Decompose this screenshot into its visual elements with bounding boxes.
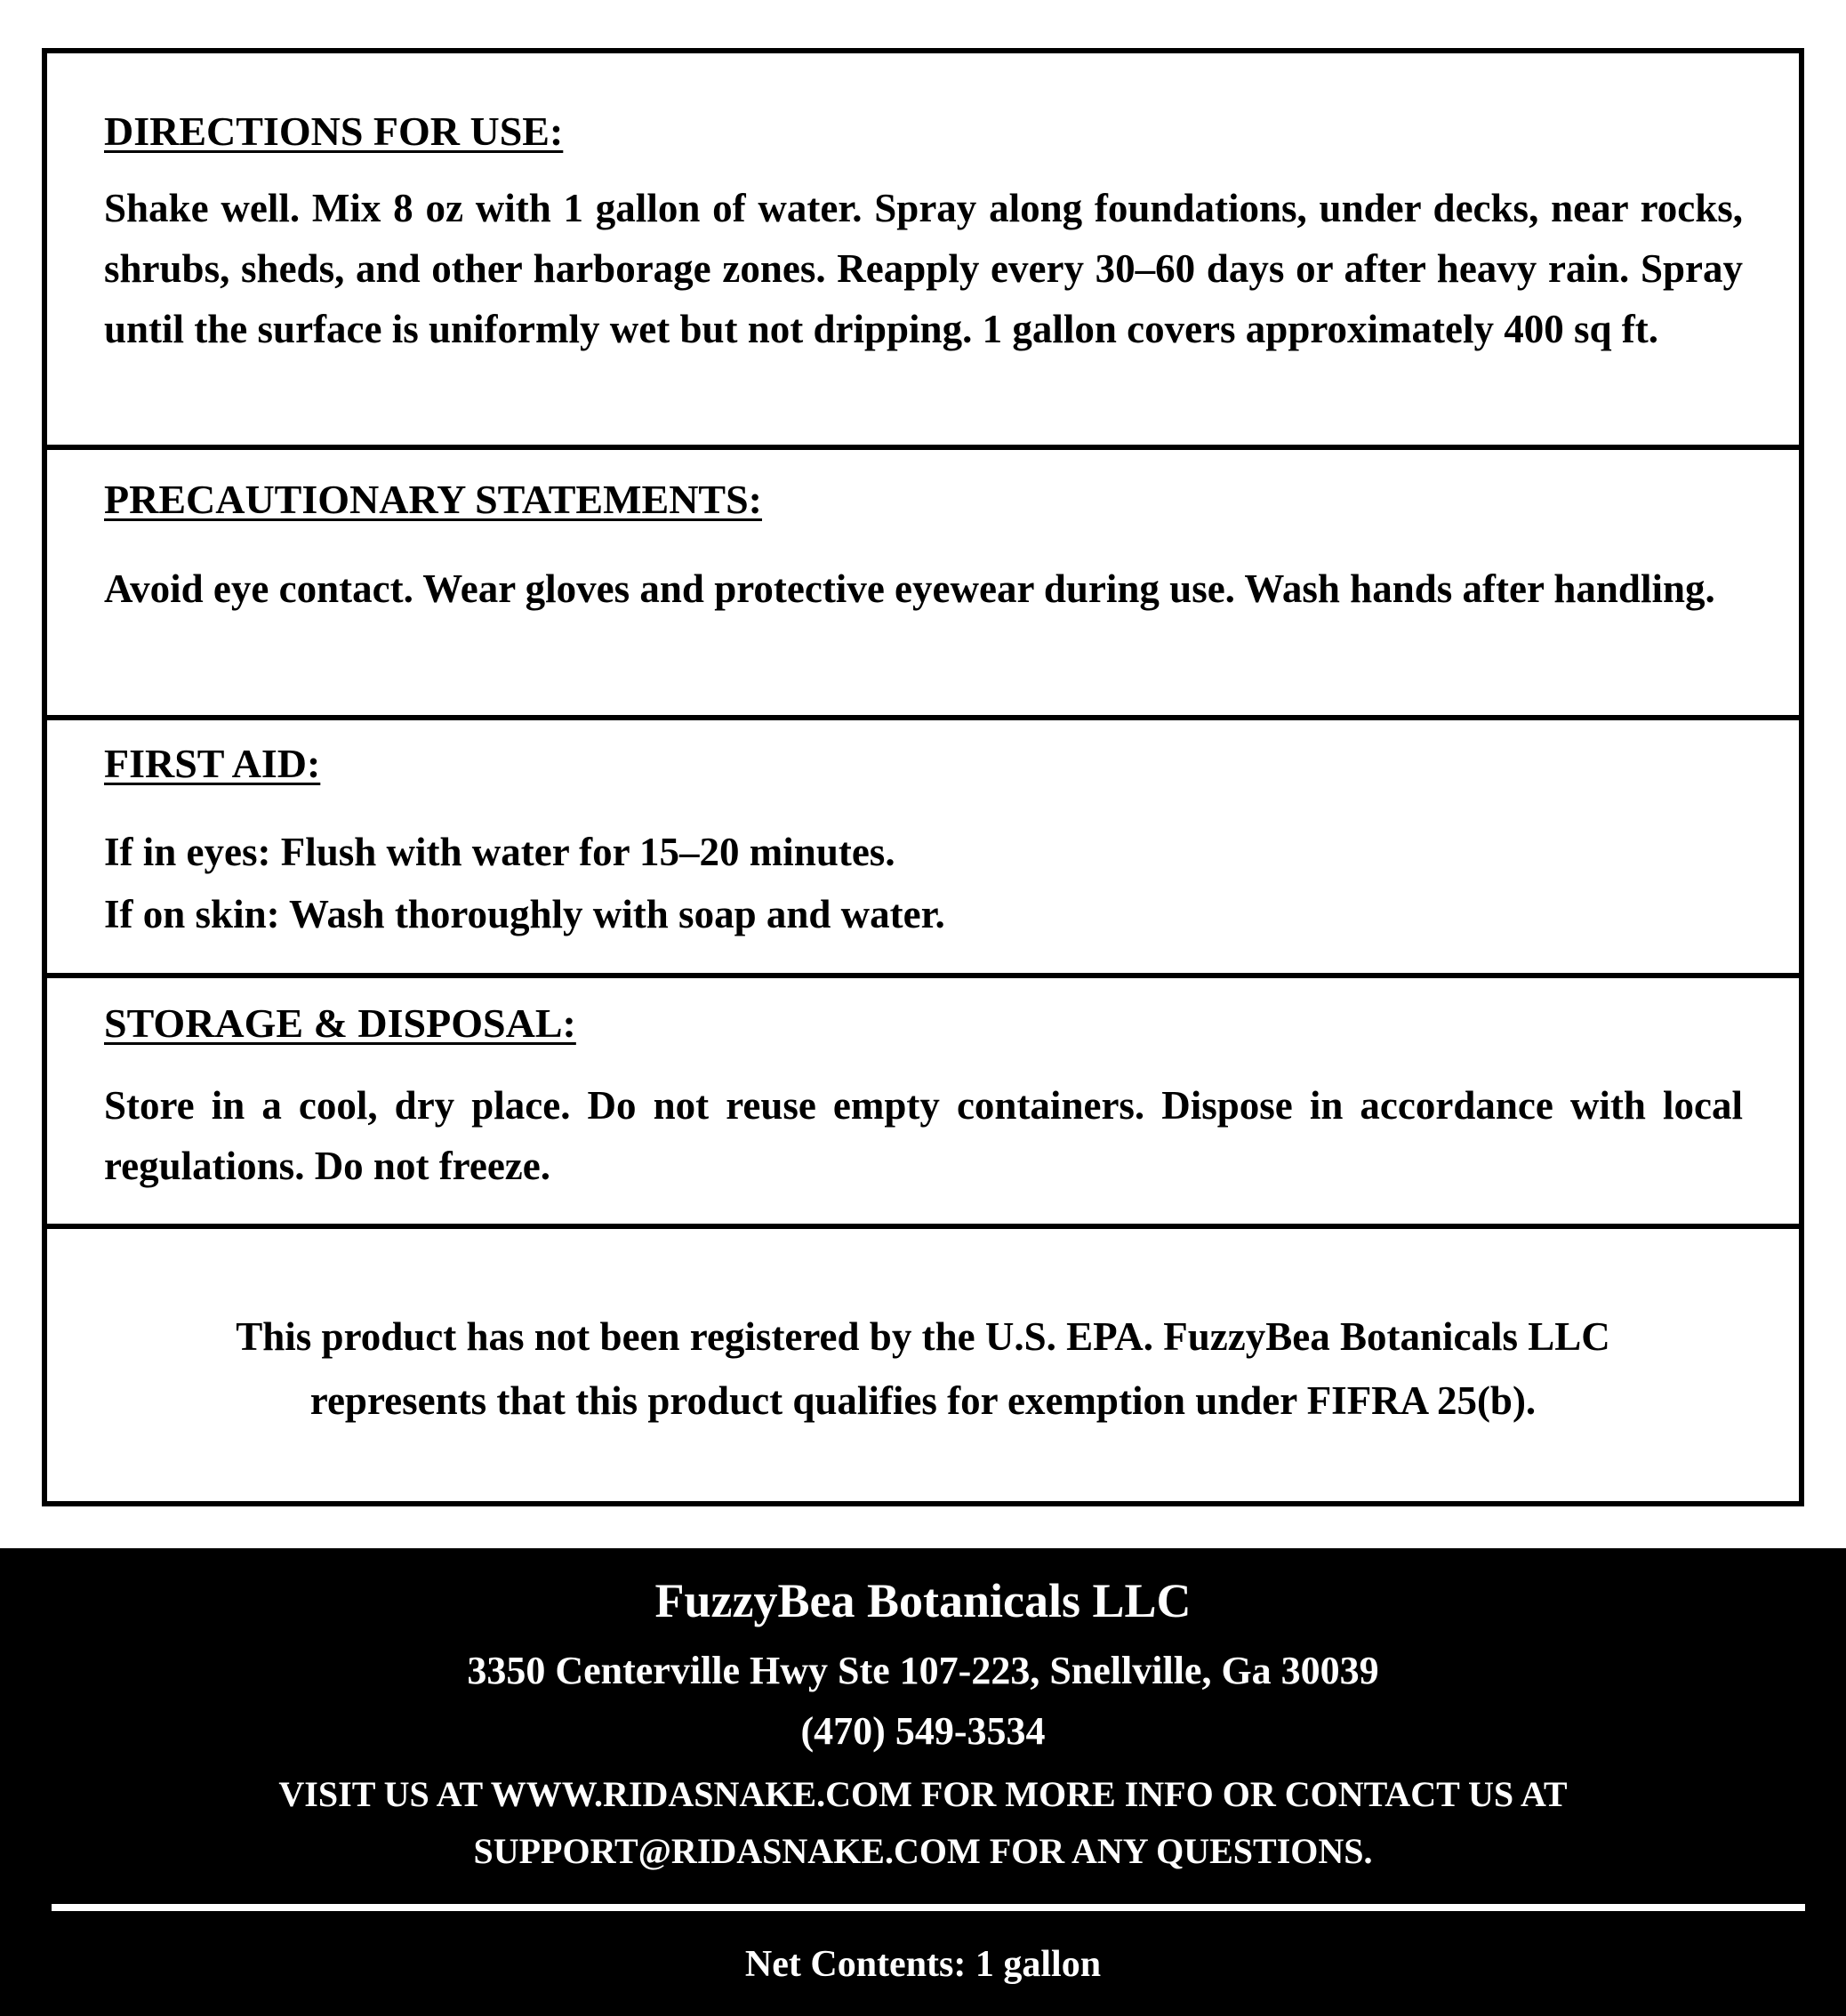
storage-text: Store in a cool, dry place. Do not reuse empty containers. Dispose in accordance with local regulations. Do not freeze. [104, 1083, 1743, 1188]
first-aid-skin: If on skin: Wash thoroughly with soap and water. [104, 892, 945, 936]
precautionary-section [47, 475, 1799, 619]
first-aid-eyes: If in eyes: Flush with water for 15–20 minutes. [104, 830, 895, 874]
storage-heading: STORAGE & DISPOSAL: [104, 1000, 576, 1046]
first-aid-section [47, 739, 1799, 945]
company-phone: (470) 549-3534 [800, 1709, 1046, 1753]
contact-line-email: SUPPORT@RIDASNAKE.COM FOR ANY QUESTIONS. [473, 1831, 1373, 1871]
company-footer [0, 1548, 1846, 2016]
directions-text: Shake well. Mix 8 oz with 1 gallon of water. Spray along foundations, under decks, near rocks, shrubs, sheds, and other harborage zones. Reapply every 30–60 days or after heavy rain. Spray until the surface is uniformly wet but not dripping. 1 gallon covers approximately 400 sq ft. [104, 186, 1743, 351]
label-panel [42, 48, 1804, 1506]
first-aid-heading: FIRST AID: [104, 741, 321, 786]
company-address: 3350 Centerville Hwy Ste 107-223, Snellville, Ga 30039 [467, 1649, 1379, 1692]
section-divider [47, 973, 1799, 978]
section-divider [47, 445, 1799, 450]
footer-divider [52, 1904, 1805, 1911]
precautionary-text: Avoid eye contact. Wear gloves and protective eyewear during use. Wash hands after handling. [104, 566, 1715, 611]
section-divider [47, 1224, 1799, 1229]
contact-info [0, 1766, 1846, 1880]
net-contents: Net Contents: 1 gallon [744, 1944, 1102, 1985]
contact-line-website: VISIT US AT WWW.RIDASNAKE.COM FOR MORE INFO OR CONTACT US AT [278, 1774, 1568, 1814]
epa-notice [47, 1305, 1799, 1433]
epa-notice-line2: represents that this product qualifies for exemption under FIFRA 25(b). [309, 1378, 1537, 1423]
directions-section [47, 107, 1799, 359]
epa-notice-line1: This product has not been registered by the U.S. EPA. FuzzyBea Botanicals LLC [236, 1314, 1610, 1359]
precautionary-heading: PRECAUTIONARY STATEMENTS: [104, 477, 762, 522]
company-name: FuzzyBea Botanicals LLC [654, 1574, 1192, 1627]
storage-section [47, 999, 1799, 1196]
section-divider [47, 715, 1799, 720]
directions-heading: DIRECTIONS FOR USE: [104, 108, 564, 154]
